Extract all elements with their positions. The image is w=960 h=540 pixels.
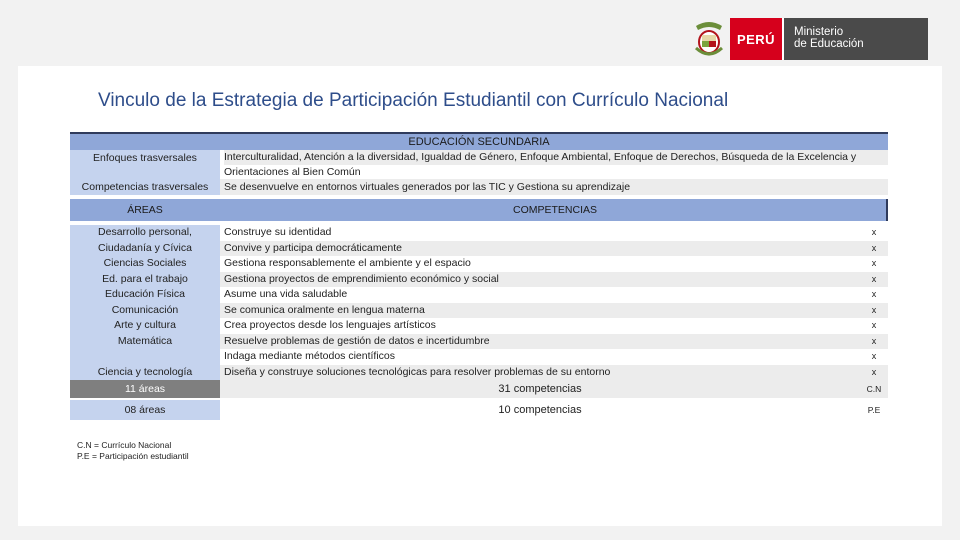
competency-text: Crea proyectos desde los lenguajes artísticos bbox=[224, 319, 436, 331]
competency-row bbox=[220, 287, 888, 303]
competency-row bbox=[220, 225, 888, 241]
competency-text: Convive y participa democráticamente bbox=[224, 241, 402, 254]
total-pe-row bbox=[70, 400, 888, 420]
total-pe-competencies: 10 competencias bbox=[498, 404, 582, 416]
competency-mark: x bbox=[871, 320, 877, 330]
competency-mark: x bbox=[871, 304, 877, 315]
legend-line1: C.N = Currículo Nacional bbox=[77, 440, 172, 450]
areas-header: ÁREAS bbox=[70, 199, 220, 221]
area-item: Ciudadanía y Cívica bbox=[98, 241, 192, 254]
total-cn-row bbox=[70, 380, 888, 398]
competency-text: Gestiona proyectos de emprendimiento económico y social bbox=[224, 272, 499, 285]
competencias-value: Se desenvuelve en entornos virtuales generados por las TIC y Gestiona su aprendizaje bbox=[220, 179, 888, 195]
competency-text: Gestiona responsablemente el ambiente y el espacio bbox=[224, 257, 471, 269]
competency-row bbox=[220, 272, 888, 288]
brand-ministry bbox=[782, 18, 928, 60]
competencias-label: Competencias trasversales bbox=[70, 179, 220, 195]
area-item: Ciencias Sociales bbox=[103, 257, 187, 269]
competency-row bbox=[220, 241, 888, 257]
ministry-logo bbox=[688, 18, 928, 60]
enfoques-value bbox=[220, 150, 888, 179]
legend bbox=[77, 440, 189, 462]
total-cn-right bbox=[220, 380, 888, 398]
competency-mark: x bbox=[871, 227, 877, 237]
area-item: Ed. para el trabajo bbox=[102, 272, 188, 285]
enfoques-label: Enfoques trasversales bbox=[70, 150, 220, 179]
total-cn-tag: C.N bbox=[866, 384, 882, 394]
coat-of-arms-icon bbox=[688, 18, 730, 60]
competency-row bbox=[220, 303, 888, 319]
enfoques-row bbox=[70, 150, 888, 179]
brand-country: PERÚ bbox=[730, 18, 782, 60]
total-pe-areas: 08 áreas bbox=[70, 400, 220, 420]
areas-competencies-body bbox=[70, 225, 888, 380]
brand-ministry-line2: de Educación bbox=[794, 38, 864, 50]
competency-row bbox=[220, 318, 888, 334]
competency-row bbox=[220, 349, 888, 365]
competency-mark: x bbox=[871, 335, 877, 346]
areas-list bbox=[70, 225, 220, 380]
competency-text: Indaga mediante métodos científicos bbox=[224, 350, 396, 362]
competencias-row bbox=[70, 179, 888, 195]
area-item: Arte y cultura bbox=[114, 319, 176, 331]
competency-mark: x bbox=[871, 289, 877, 299]
competency-text: Construye su identidad bbox=[224, 226, 332, 238]
competency-text: Se comunica oralmente en lengua materna bbox=[224, 303, 425, 316]
slide-title: Vinculo de la Estrategia de Participación Estudiantil con Currículo Nacional bbox=[98, 90, 729, 111]
competency-mark: x bbox=[871, 351, 877, 361]
enfoques-value-line1: Interculturalidad, Atención a la diversidad, Igualdad de Género, Enfoque Ambiental, Enfoque de Derechos, Búsqueda de la Excelencia y bbox=[224, 150, 888, 165]
competency-text: Diseña y construye soluciones tecnológicas para resolver problemas de su entorno bbox=[224, 365, 611, 378]
area-item: Ciencia y tecnología bbox=[97, 365, 193, 378]
legend-line2: P.E = Participación estudiantil bbox=[77, 451, 189, 461]
curriculum-table bbox=[70, 132, 888, 420]
area-item: Educación Física bbox=[105, 288, 185, 300]
area-item bbox=[70, 349, 220, 365]
competency-row bbox=[220, 365, 888, 381]
total-pe-tag: P.E bbox=[867, 405, 881, 415]
competencias-header: COMPETENCIAS bbox=[220, 199, 888, 221]
competency-text: Resuelve problemas de gestión de datos e incertidumbre bbox=[224, 334, 490, 347]
area-item: Desarrollo personal, bbox=[98, 226, 192, 238]
enfoques-value-line2: Orientaciones al Bien Común bbox=[224, 166, 361, 178]
total-cn-competencies: 31 competencias bbox=[498, 383, 582, 395]
area-item: Matemática bbox=[117, 334, 173, 347]
competency-mark: x bbox=[871, 258, 877, 268]
area-item: Comunicación bbox=[111, 303, 179, 316]
competency-text: Asume una vida saludable bbox=[224, 288, 348, 300]
competency-row bbox=[220, 334, 888, 350]
brand-ministry-line1: Ministerio bbox=[794, 26, 844, 38]
areas-competencias-header bbox=[70, 199, 888, 221]
level-header: EDUCACIÓN SECUNDARIA bbox=[70, 132, 888, 150]
competencies-list bbox=[220, 225, 888, 380]
competency-mark: x bbox=[871, 242, 877, 253]
total-cn-areas: 11 áreas bbox=[70, 380, 220, 398]
competency-mark: x bbox=[871, 366, 877, 377]
total-pe-right bbox=[220, 400, 888, 420]
competency-row bbox=[220, 256, 888, 272]
competency-mark: x bbox=[871, 273, 877, 284]
